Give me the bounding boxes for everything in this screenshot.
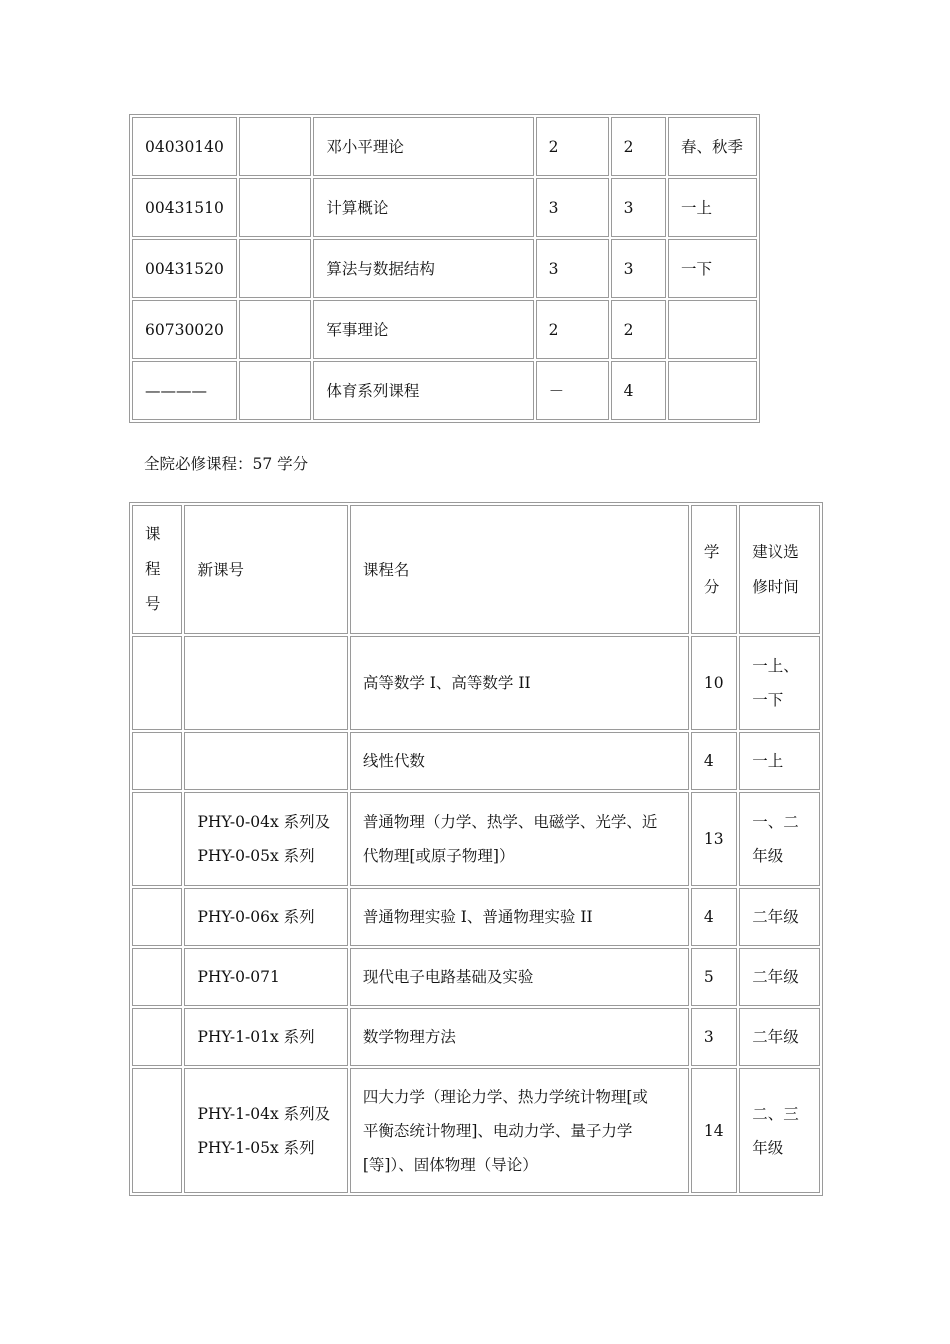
table-row bbox=[132, 732, 820, 790]
cell-course-name bbox=[350, 732, 689, 790]
cell-course-no bbox=[132, 636, 182, 730]
cell-course-name-line: 普通物理（力学、热学、电磁学、光学、近 bbox=[362, 813, 658, 831]
cell-suggested-time bbox=[739, 636, 820, 730]
cell-course-name-line: [等]）、固体物理（导论） bbox=[362, 1155, 538, 1174]
cell-suggested-time-line: 二年级 bbox=[752, 968, 799, 986]
table-row bbox=[132, 888, 820, 946]
cell-hours: 2 bbox=[611, 117, 666, 176]
cell-term: 春、秋季 bbox=[668, 117, 757, 176]
cell-name: 邓小平理论 bbox=[313, 117, 533, 176]
table-row bbox=[132, 948, 820, 1006]
cell-term bbox=[668, 300, 757, 359]
cell-new-code bbox=[239, 239, 312, 298]
cell-course-name bbox=[350, 1068, 689, 1193]
cell-new-course-no-line: PHY-1-05x 系列 bbox=[197, 1138, 315, 1157]
cell-name: 计算概论 bbox=[313, 178, 533, 237]
cell-new-course-no bbox=[184, 792, 347, 886]
cell-credit: 2 bbox=[536, 300, 609, 359]
cell-suggested-time-line: 一上 bbox=[752, 752, 784, 770]
cell-term: 一上 bbox=[668, 178, 757, 237]
cell-term: 一下 bbox=[668, 239, 757, 298]
header-course-name: 课程名 bbox=[350, 505, 689, 634]
cell-new-course-no bbox=[184, 732, 347, 790]
cell-credit: 13 bbox=[691, 792, 737, 886]
table-header-row bbox=[132, 505, 820, 634]
total-required-credits: 全院必修课程：57 学分 bbox=[144, 455, 309, 473]
cell-course-name bbox=[350, 1008, 689, 1066]
cell-hours: 4 bbox=[611, 361, 666, 420]
cell-code: 04030140 bbox=[132, 117, 237, 176]
cell-course-name-line: 四大力学（理论力学、热力学统计物理[或 bbox=[362, 1087, 648, 1106]
cell-course-name bbox=[350, 792, 689, 886]
cell-credit: 3 bbox=[536, 178, 609, 237]
cell-suggested-time-line: 二年级 bbox=[752, 1028, 799, 1046]
cell-new-code bbox=[239, 361, 312, 420]
cell-code: 00431510 bbox=[132, 178, 237, 237]
cell-suggested-time-line: 二、三 bbox=[752, 1104, 799, 1123]
cell-hours: 2 bbox=[611, 300, 666, 359]
cell-new-course-no-line: PHY-0-04x 系列及 bbox=[197, 813, 331, 831]
cell-new-course-no bbox=[184, 636, 347, 730]
cell-suggested-time bbox=[739, 1068, 820, 1193]
cell-suggested-time bbox=[739, 792, 820, 886]
header-course-no bbox=[132, 505, 182, 634]
table-row bbox=[132, 1008, 820, 1066]
cell-course-name-line: 代物理[或原子物理]） bbox=[362, 847, 515, 865]
cell-new-course-no-line: PHY-1-04x 系列及 bbox=[197, 1104, 331, 1123]
cell-new-course-no bbox=[184, 888, 347, 946]
cell-new-code bbox=[239, 178, 312, 237]
cell-course-no bbox=[132, 1068, 182, 1193]
header-suggested-time-line: 建议选 bbox=[752, 542, 799, 561]
cell-course-name-line: 数学物理方法 bbox=[362, 1028, 456, 1046]
cell-course-no bbox=[132, 1008, 182, 1066]
cell-credit: 2 bbox=[536, 117, 609, 176]
cell-course-name bbox=[350, 636, 689, 730]
cell-new-code bbox=[239, 117, 312, 176]
required-courses-table bbox=[129, 114, 760, 423]
cell-course-name-line: 现代电子电路基础及实验 bbox=[362, 968, 534, 986]
header-credit-char: 分 bbox=[703, 577, 720, 596]
cell-new-course-no bbox=[184, 1008, 347, 1066]
cell-course-no bbox=[132, 948, 182, 1006]
header-suggested-time-line: 修时间 bbox=[752, 577, 799, 596]
table-row bbox=[132, 361, 757, 420]
cell-credit: 10 bbox=[691, 636, 737, 730]
cell-suggested-time-line: 年级 bbox=[752, 847, 784, 865]
cell-credit: 3 bbox=[691, 1008, 737, 1066]
cell-suggested-time-line: 一下 bbox=[752, 691, 784, 709]
cell-new-course-no bbox=[184, 948, 347, 1006]
cell-course-no bbox=[132, 792, 182, 886]
cell-course-name-line: 高等数学 I、高等数学 II bbox=[362, 674, 531, 692]
cell-credit: 4 bbox=[691, 888, 737, 946]
header-suggested-time bbox=[739, 505, 820, 634]
cell-credit: 3 bbox=[536, 239, 609, 298]
cell-course-name-line: 平衡态统计物理]、电动力学、量子力学 bbox=[362, 1121, 633, 1140]
cell-hours: 3 bbox=[611, 239, 666, 298]
cell-name: 军事理论 bbox=[313, 300, 533, 359]
cell-suggested-time-line: 一上、 bbox=[752, 657, 799, 675]
cell-name: 体育系列课程 bbox=[313, 361, 533, 420]
cell-credit: 5 bbox=[691, 948, 737, 1006]
cell-new-course-no-line: PHY-0-06x 系列 bbox=[197, 908, 315, 926]
table-row bbox=[132, 239, 757, 298]
cell-suggested-time bbox=[739, 888, 820, 946]
cell-course-name bbox=[350, 888, 689, 946]
table-row bbox=[132, 300, 757, 359]
cell-course-name-line: 普通物理实验 I、普通物理实验 II bbox=[362, 908, 593, 926]
department-required-courses-table bbox=[129, 502, 823, 1196]
cell-credit: 4 bbox=[691, 732, 737, 790]
cell-new-course-no bbox=[184, 1068, 347, 1193]
cell-suggested-time bbox=[739, 1008, 820, 1066]
cell-suggested-time bbox=[739, 948, 820, 1006]
cell-credit: － bbox=[536, 361, 609, 420]
cell-credit: 14 bbox=[691, 1068, 737, 1193]
cell-code: 00431520 bbox=[132, 239, 237, 298]
cell-code: ———— bbox=[132, 361, 237, 420]
cell-course-name-line: 线性代数 bbox=[362, 752, 425, 770]
cell-code: 60730020 bbox=[132, 300, 237, 359]
header-course-no-char: 程 bbox=[145, 560, 161, 578]
table-row bbox=[132, 117, 757, 176]
cell-suggested-time bbox=[739, 732, 820, 790]
cell-new-course-no-line: PHY-1-01x 系列 bbox=[197, 1028, 315, 1046]
table-row bbox=[132, 636, 820, 730]
cell-new-code bbox=[239, 300, 312, 359]
cell-term bbox=[668, 361, 757, 420]
cell-course-name bbox=[350, 948, 689, 1006]
cell-new-course-no-line: PHY-0-071 bbox=[197, 968, 280, 986]
cell-suggested-time-line: 年级 bbox=[752, 1138, 784, 1157]
table-row bbox=[132, 178, 757, 237]
header-course-no-char: 课 bbox=[145, 525, 161, 543]
header-credit bbox=[691, 505, 737, 634]
header-new-course-no: 新课号 bbox=[184, 505, 347, 634]
cell-suggested-time-line: 一、二 bbox=[752, 813, 799, 831]
table-row bbox=[132, 792, 820, 886]
cell-course-no bbox=[132, 732, 182, 790]
table-row bbox=[132, 1068, 820, 1193]
cell-course-no bbox=[132, 888, 182, 946]
cell-new-course-no-line: PHY-0-05x 系列 bbox=[197, 847, 315, 865]
header-credit-char: 学 bbox=[703, 542, 720, 561]
cell-hours: 3 bbox=[611, 178, 666, 237]
cell-name: 算法与数据结构 bbox=[313, 239, 533, 298]
cell-suggested-time-line: 二年级 bbox=[752, 908, 799, 926]
header-course-no-char: 号 bbox=[145, 595, 161, 613]
